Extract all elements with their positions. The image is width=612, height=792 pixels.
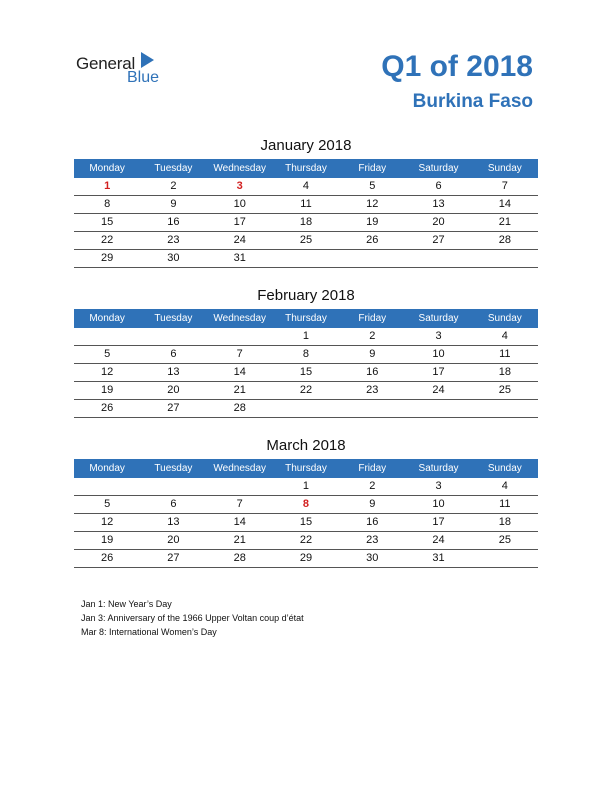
week-row [74,478,538,496]
day-cell: 24 [432,384,445,396]
day-cell: 1 [302,330,310,342]
empty-day-cell [207,328,273,345]
week-row [74,214,538,232]
day-cell: 16 [366,516,379,528]
day-cell: 23 [167,234,180,246]
day-cell: 10 [233,198,246,210]
day-cell: 30 [167,252,180,264]
day-cell: 19 [366,216,379,228]
day-cell: 26 [101,552,114,564]
week-row [74,496,538,514]
weekday-label: Saturday [418,163,459,174]
week-row [74,346,538,364]
day-cell: 28 [233,402,246,414]
empty-day-cell [472,400,538,417]
weekday-label: Monday [89,163,125,174]
holiday-note: Mar 8: International Women’s Day [81,627,217,637]
day-cell: 8 [302,348,310,360]
weekday-header [74,459,538,478]
holiday-day-cell: 8 [302,498,310,510]
day-cell: 13 [167,366,180,378]
day-cell: 10 [432,348,445,360]
empty-day-cell [140,478,206,495]
empty-day-cell [405,400,471,417]
weekday-label: Tuesday [154,463,193,474]
logo [76,52,176,88]
week-row [74,364,538,382]
week-row [74,250,538,268]
day-cell: 9 [170,198,177,210]
empty-day-cell [339,250,405,267]
day-cell: 11 [499,348,511,360]
weekday-label: Thursday [285,463,327,474]
weekday-label: Monday [89,313,125,324]
day-cell: 21 [498,216,511,228]
day-cell: 18 [498,516,511,528]
day-cell: 8 [104,198,111,210]
day-cell: 19 [101,534,114,546]
week-row [74,196,538,214]
day-cell: 3 [435,330,442,342]
weekday-label: Sunday [487,463,522,474]
week-row [74,232,538,250]
weekday-label: Wednesday [213,313,267,324]
day-cell: 22 [101,234,114,246]
day-cell: 1 [302,480,310,492]
logo-blue-text: Blue [127,69,160,86]
day-cell: 24 [233,234,246,246]
month-title: March 2018 [266,437,346,454]
day-cell: 2 [170,180,177,192]
day-cell: 4 [302,180,310,192]
day-cell: 11 [300,198,312,210]
day-cell: 9 [369,498,376,510]
holiday-note: Jan 3: Anniversary of the 1966 Upper Voltan coup d’état [81,613,304,623]
empty-day-cell [339,400,405,417]
empty-day-cell [140,328,206,345]
month-title: February 2018 [257,287,355,304]
day-cell: 26 [366,234,379,246]
day-cell: 20 [432,216,445,228]
week-row [74,328,538,346]
empty-day-cell [207,478,273,495]
day-cell: 15 [299,516,313,528]
weekday-label: Thursday [285,163,327,174]
day-cell: 3 [435,480,442,492]
holiday-note: Jan 1: New Year’s Day [81,599,172,609]
weekday-label: Wednesday [213,463,267,474]
empty-day-cell [405,250,471,267]
week-row [74,550,538,568]
day-cell: 18 [498,366,511,378]
empty-day-cell [472,250,538,267]
country-name: Burkina Faso [412,91,533,112]
day-cell: 16 [366,366,379,378]
day-cell: 7 [501,180,508,192]
day-cell: 12 [101,516,114,528]
day-cell: 4 [501,330,508,342]
day-cell: 13 [432,198,445,210]
month-march [74,437,538,568]
day-cell: 28 [498,234,511,246]
logo-general-text: General [76,54,136,73]
weekday-label: Tuesday [154,163,193,174]
day-cell: 5 [369,180,376,192]
day-cell: 21 [233,534,246,546]
weekday-label: Thursday [285,313,327,324]
day-cell: 29 [101,252,114,264]
weekday-label: Sunday [487,163,522,174]
day-cell: 20 [167,534,180,546]
weekday-label: Saturday [418,313,459,324]
day-cell: 20 [167,384,180,396]
day-cell: 5 [104,498,111,510]
month-title: January 2018 [260,137,352,154]
day-cell: 14 [233,366,246,378]
day-cell: 17 [233,216,246,228]
day-cell: 25 [498,384,511,396]
day-cell: 5 [104,348,111,360]
day-cell: 18 [299,216,313,228]
weekday-label: Friday [358,163,387,174]
holiday-day-cell: 3 [236,180,243,192]
empty-day-cell [273,400,339,417]
day-cell: 14 [233,516,246,528]
day-cell: 30 [366,552,379,564]
day-cell: 2 [369,480,376,492]
day-cell: 25 [498,534,511,546]
day-cell: 26 [101,402,114,414]
weekday-label: Friday [358,463,387,474]
day-cell: 31 [233,252,246,264]
day-cell: 7 [236,348,243,360]
day-cell: 23 [366,384,379,396]
day-cell: 7 [236,498,243,510]
week-row [74,178,538,196]
day-cell: 15 [299,366,313,378]
day-cell: 24 [432,534,445,546]
day-cell: 2 [369,330,376,342]
empty-day-cell [74,328,140,345]
day-cell: 25 [299,234,313,246]
weekday-label: Saturday [418,463,459,474]
weekday-label: Monday [89,463,125,474]
day-cell: 13 [167,516,180,528]
month-january [74,137,538,268]
page-title: Q1 of 2018 [381,50,533,83]
week-row [74,532,538,550]
day-cell: 17 [432,516,445,528]
day-cell: 9 [369,348,376,360]
day-cell: 28 [233,552,246,564]
weekday-header [74,309,538,328]
day-cell: 10 [432,498,445,510]
week-row [74,400,538,418]
empty-day-cell [273,250,339,267]
holiday-notes [81,597,304,639]
day-cell: 29 [299,552,313,564]
day-cell: 23 [366,534,379,546]
day-cell: 17 [432,366,445,378]
day-cell: 14 [498,198,511,210]
week-row [74,382,538,400]
day-cell: 22 [299,534,313,546]
day-cell: 21 [233,384,246,396]
weekday-label: Tuesday [154,313,193,324]
holiday-day-cell: 1 [104,180,111,192]
day-cell: 22 [299,384,313,396]
empty-day-cell [472,550,538,567]
empty-day-cell [74,478,140,495]
weekday-label: Wednesday [213,163,267,174]
weekday-header [74,159,538,178]
day-cell: 4 [501,480,508,492]
day-cell: 6 [170,498,177,510]
weekday-label: Sunday [487,313,522,324]
day-cell: 31 [432,552,445,564]
weekday-label: Friday [358,313,387,324]
day-cell: 6 [435,180,442,192]
month-february [74,287,538,418]
day-cell: 16 [167,216,180,228]
day-cell: 27 [432,234,445,246]
day-cell: 27 [167,552,180,564]
day-cell: 19 [101,384,114,396]
day-cell: 6 [170,348,177,360]
day-cell: 15 [101,216,114,228]
week-row [74,514,538,532]
day-cell: 11 [499,498,511,510]
day-cell: 12 [101,366,114,378]
logo-triangle-icon [141,52,154,68]
day-cell: 27 [167,402,180,414]
day-cell: 12 [366,198,379,210]
